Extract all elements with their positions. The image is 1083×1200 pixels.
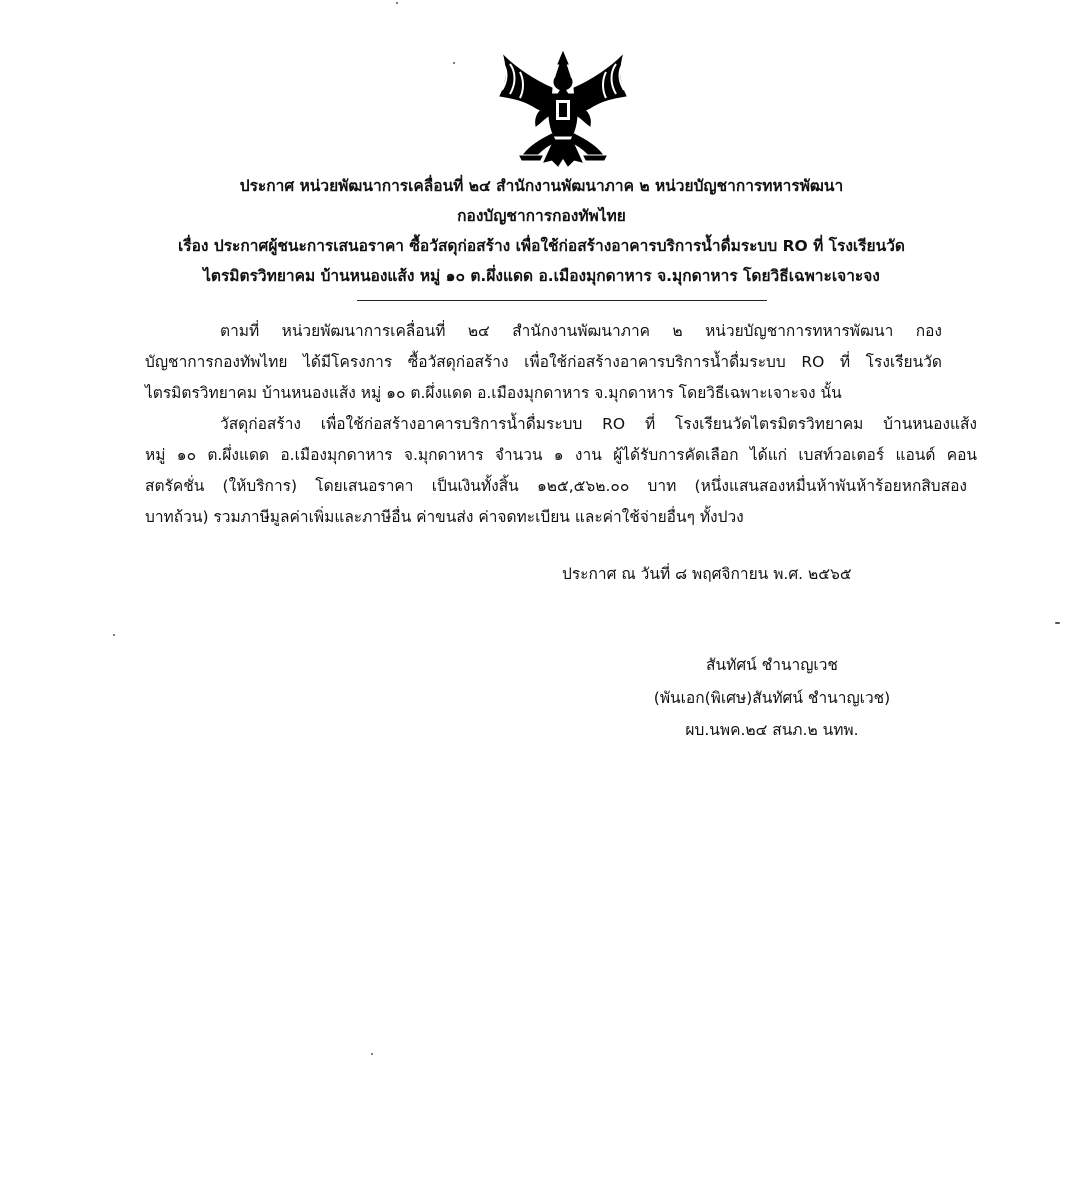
para1-line-3: ไตรมิตรวิทยาคม บ้านหนองแส้ง หมู่ ๑๐ ต.ผึ่งแดด อ.เมืองมุกดาหาร จ.มุกดาหาร โดยวิธีเฉพาะเจาะจง นั้น: [145, 384, 842, 402]
signatory-position: ผบ.นพค.๒๔ สนภ.๒ นทพ.: [685, 721, 859, 739]
scan-speck: [1055, 622, 1060, 624]
para2-line-2: หมู่ ๑๐ ต.ผึ่งแดด อ.เมืองมุกดาหาร จ.มุกดาหาร จำนวน ๑ งาน ผู้ได้รับการคัดเลือก ได้แก่ เบสท์วอเตอร์ แอนด์ คอน: [145, 446, 977, 464]
subject-line-2: ไตรมิตรวิทยาคม บ้านหนองแส้ง หมู่ ๑๐ ต.ผึ่งแดด อ.เมืองมุกดาหาร จ.มุกดาหาร โดยวิธีเฉพาะเจาะจง: [203, 267, 880, 285]
scan-speck: [396, 2, 398, 4]
header-line-2: กองบัญชาการกองทัพไทย: [457, 207, 626, 225]
divider: [357, 300, 767, 301]
garuda-emblem-icon: [494, 50, 632, 168]
scan-speck: [113, 634, 115, 636]
para1-line-1: ตามที่ หน่วยพัฒนาการเคลื่อนที่ ๒๔ สำนักงานพัฒนาภาค ๒ หน่วยบัญชาการทหารพัฒนา กอง: [220, 322, 942, 340]
para2-line-1: วัสดุก่อสร้าง เพื่อใช้ก่อสร้างอาคารบริการน้ำดื่มระบบ RO ที่ โรงเรียนวัดไตรมิตรวิทยาคม บ้านหนองแส้ง: [220, 415, 977, 433]
header-line-1: ประกาศ หน่วยพัฒนาการเคลื่อนที่ ๒๔ สำนักงานพัฒนาภาค ๒ หน่วยบัญชาการทหารพัฒนา: [239, 177, 844, 195]
para2-line-4: บาทถ้วน) รวมภาษีมูลค่าเพิ่มและภาษีอื่น ค่าขนส่ง ค่าจดทะเบียน และค่าใช้จ่ายอื่นๆ ทั้งปวง: [145, 508, 744, 526]
signatory-full-name: (พันเอก(พิเศษ)สันทัศน์ ชำนาญเวช): [653, 689, 891, 707]
scan-speck: [371, 1053, 373, 1055]
scan-speck: [453, 62, 455, 64]
subject-line-1: เรื่อง ประกาศผู้ชนะการเสนอราคา ซื้อวัสดุก่อสร้าง เพื่อใช้ก่อสร้างอาคารบริการน้ำดื่มระบบ RO ที่ โรงเรียนวัด: [178, 237, 905, 255]
announcement-date: ประกาศ ณ วันที่ ๘ พฤศจิกายน พ.ศ. ๒๕๖๕: [562, 565, 852, 583]
para1-line-2: บัญชาการกองทัพไทย ได้มีโครงการ ซื้อวัสดุก่อสร้าง เพื่อใช้ก่อสร้างอาคารบริการน้ำดื่มระบบ RO ที่ โรงเรียนวัด: [145, 353, 942, 371]
para2-line-3: สตรัคชั่น (ให้บริการ) โดยเสนอราคา เป็นเงินทั้งสิ้น ๑๒๕,๕๖๒.๐๐ บาท (หนึ่งแสนสองหมื่นห้าพันห้าร้อยหกสิบสอง: [145, 477, 967, 495]
signature-name: สันทัศน์ ชำนาญเวช: [706, 656, 838, 674]
